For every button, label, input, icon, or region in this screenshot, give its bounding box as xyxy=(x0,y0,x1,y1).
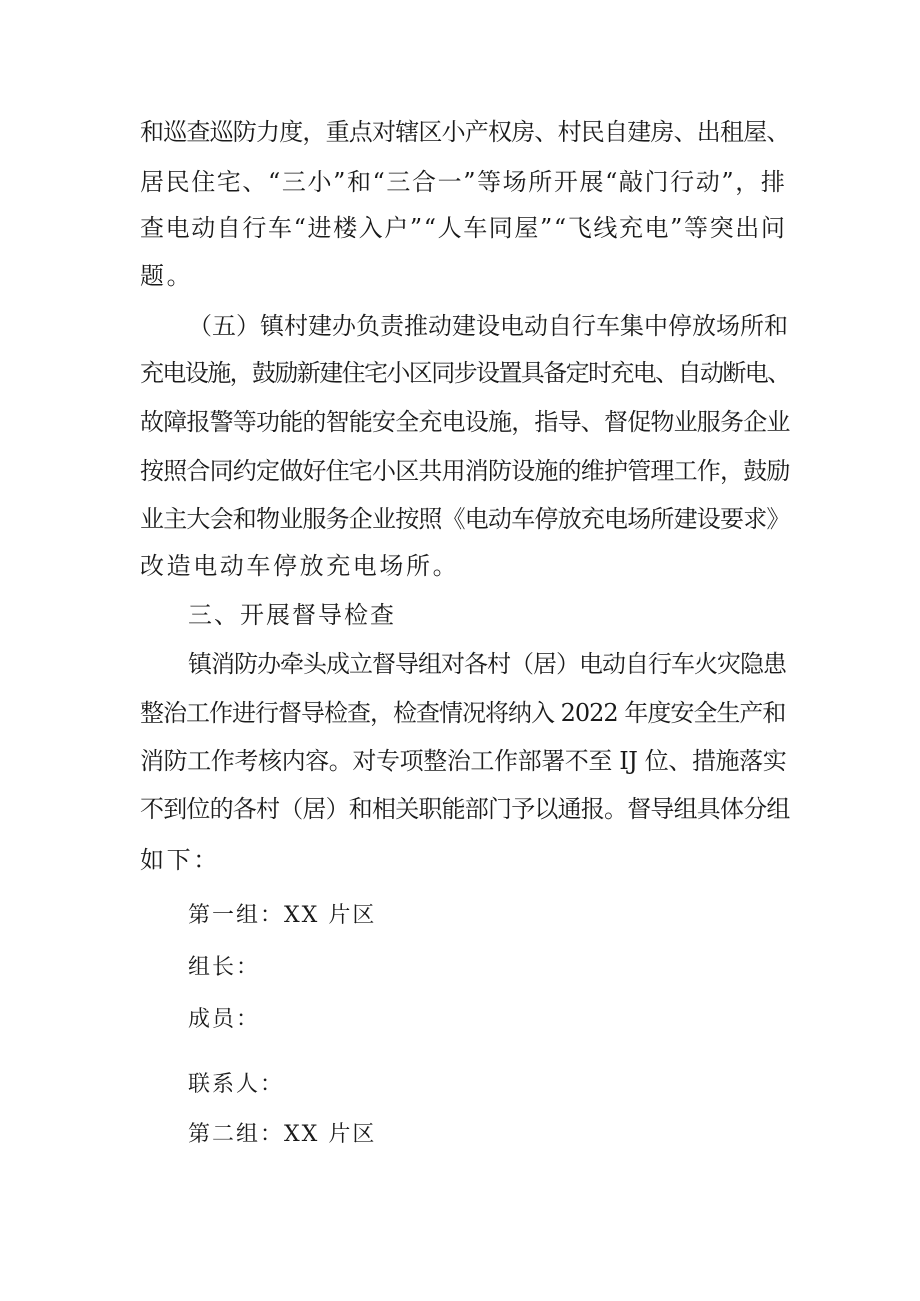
paragraph-three-line-5: 如下： xyxy=(140,846,220,874)
paragraph-cont-line-4: 题。 xyxy=(140,262,194,290)
paragraph-five-line-4: 按照合同约定做好住宅小区共用消防设施的维护管理工作，鼓励 xyxy=(140,457,790,485)
paragraph-three-line-2: 整治工作进行督导检查，检查情况将纳入 2022 年度安全生产和 xyxy=(140,699,786,727)
paragraph-five-line-1: （五）镇村建办负责推动建设电动自行车集中停放场所和 xyxy=(188,312,788,340)
section-heading: 三、开展督导检查 xyxy=(188,601,396,629)
paragraph-cont-line-2: 居民住宅、“三小”和“三合一”等场所开展“敲门行动”，排 xyxy=(140,168,787,196)
paragraph-cont-line-3: 查电动自行车“进楼入户”“人车同屋”“飞线充电”等突出问 xyxy=(140,214,787,242)
paragraph-three-line-1: 镇消防办牵头成立督导组对各村（居）电动自行车火灾隐患 xyxy=(188,650,786,678)
group2-title: 第二组：XX 片区 xyxy=(188,1122,377,1147)
group1-members-label: 成员： xyxy=(188,1007,261,1032)
group1-contact-label: 联系人： xyxy=(188,1072,285,1097)
paragraph-five-line-5: 业主大会和物业服务企业按照《电动车停放充电场所建设要求》 xyxy=(140,505,790,533)
paragraph-five-line-6: 改造电动车停放充电场所。 xyxy=(140,552,460,580)
group1-leader-label: 组长： xyxy=(188,955,261,980)
paragraph-five-line-3: 故障报警等功能的智能安全充电设施，指导、督促物业服务企业 xyxy=(140,408,790,436)
paragraph-three-line-3: 消防工作考核内容。对专项整治工作部署不至 IJ 位、措施落实 xyxy=(140,747,787,775)
paragraph-cont-line-1: 和巡查巡防力度，重点对辖区小产权房、村民自建房、出租屋、 xyxy=(140,118,790,146)
paragraph-five-line-2: 充电设施，鼓励新建住宅小区同步设置具备定时充电、自动断电、 xyxy=(140,359,790,387)
paragraph-three-line-4: 不到位的各村（居）和相关职能部门予以通报。督导组具体分组 xyxy=(140,795,790,823)
group1-title: 第一组：XX 片区 xyxy=(188,903,377,928)
